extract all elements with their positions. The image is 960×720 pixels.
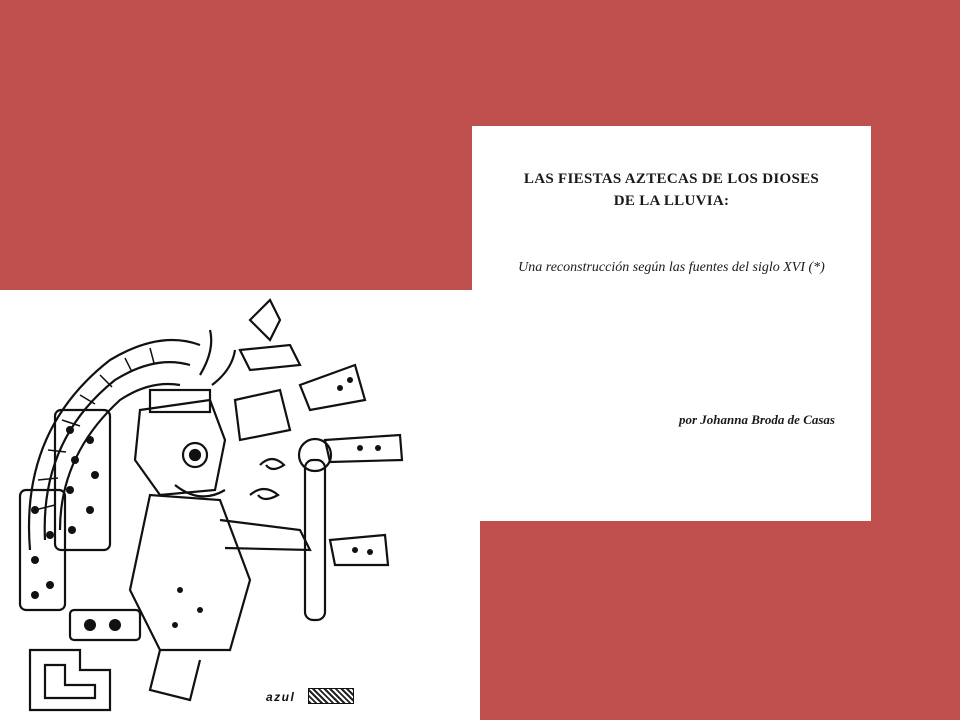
color-swatch (308, 688, 354, 704)
document-title (472, 168, 871, 212)
aztec-deity-illustration (0, 290, 480, 720)
document-author: por Johanna Broda de Casas (678, 412, 835, 427)
document-subtitle: Una reconstrucción según las fuentes del siglo XVI (*) (518, 260, 825, 275)
document-title-line1: LAS FIESTAS AZTECAS DE LOS DIOSES (523, 171, 820, 187)
document-title-page (472, 126, 871, 521)
background-block (480, 521, 960, 720)
illustration-caption: azul (266, 690, 296, 704)
illustration-panel (0, 290, 480, 720)
document-title-line2: DE LA LLUVIA: (613, 193, 730, 209)
